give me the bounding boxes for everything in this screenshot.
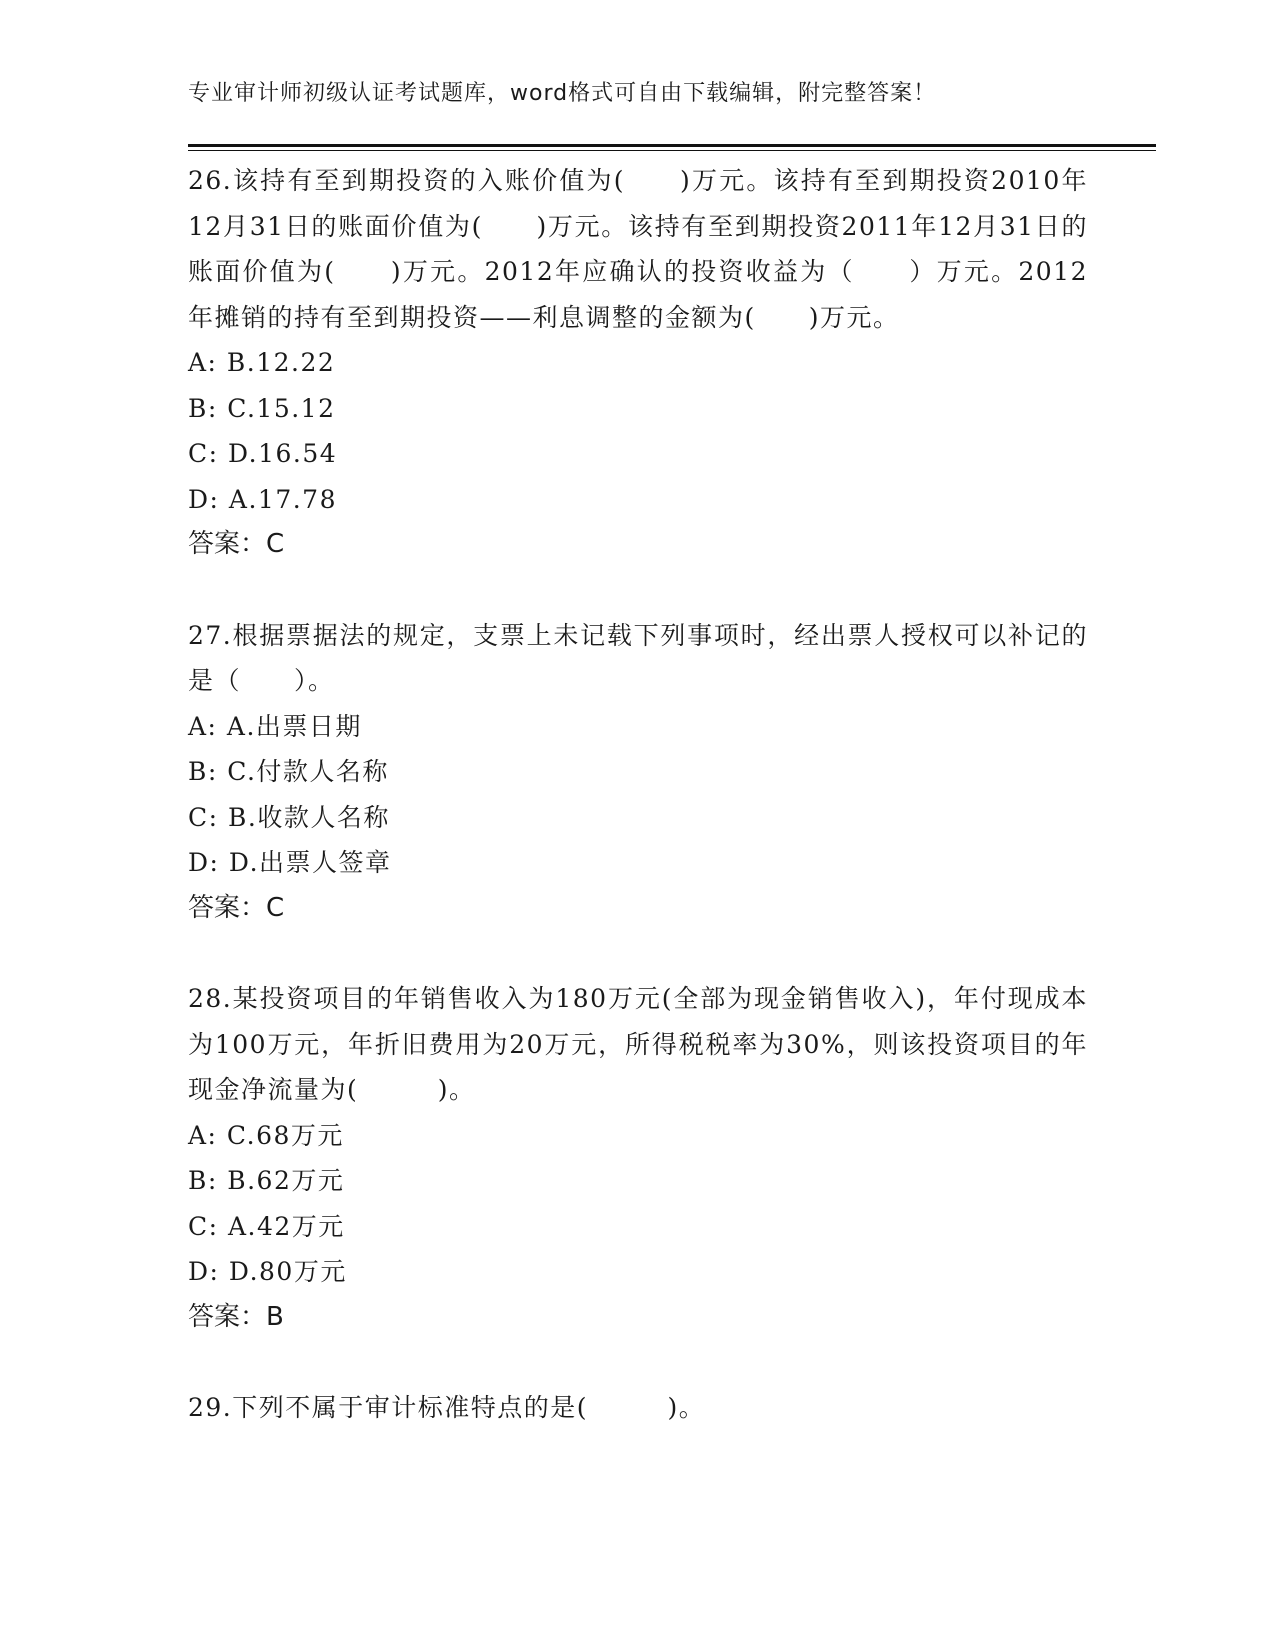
option-b: B: C.15.12: [188, 393, 336, 423]
question-text: 29.下列不属于审计标准特点的是( )。: [188, 1393, 706, 1422]
question-27: [188, 613, 1088, 932]
option-a: A: A.出票日期: [188, 711, 362, 741]
option-c: C: D.16.54: [188, 439, 338, 468]
header-rule-thin: [188, 150, 1156, 151]
question-26: [188, 158, 1088, 568]
option-d: D: A.17.78: [188, 484, 337, 514]
question-text: 28.某投资项目的年销售收入为180万元(全部为现金销售收入)，年付现成本为100万元，年折旧费用为20万元，所得税税率为30%，则该投资项目的年现金净流量为( )。: [188, 984, 1088, 1104]
answer: 答案：B: [188, 1301, 284, 1332]
answer: 答案：C: [188, 892, 285, 923]
page-header: 专业审计师初级认证考试题库，word格式可自由下载编辑，附完整答案！: [188, 81, 937, 106]
header-rule-thick: [188, 144, 1156, 147]
question-29: [188, 1385, 1088, 1431]
question-text: 26.该持有至到期投资的入账价值为( )万元。该持有至到期投资2010年12月31日的账面价值为( )万元。该持有至到期投资2011年12月31日的账面价值为( )万元。2012年应确认的投资收益为（ ）万元。2012年摊销的持有至到期投资——利息调整的金额为( )万元。: [188, 166, 1088, 332]
option-d: D: D.80万元: [188, 1257, 347, 1286]
question-text: 27.根据票据法的规定，支票上未记载下列事项时，经出票人授权可以补记的是（ ）。: [188, 620, 1088, 695]
option-a: A: B.12.22: [188, 348, 336, 377]
question-28: [188, 976, 1088, 1340]
questions-content: [188, 158, 1088, 1431]
answer: 答案：C: [188, 529, 285, 559]
option-a: A: C.68万元: [188, 1120, 344, 1150]
option-c: C: A.42万元: [188, 1211, 345, 1241]
option-c: C: B.收款人名称: [188, 802, 390, 832]
option-d: D: D.出票人签章: [188, 848, 392, 877]
option-b: B: B.62万元: [188, 1166, 345, 1195]
option-b: B: C.付款人名称: [188, 757, 389, 786]
